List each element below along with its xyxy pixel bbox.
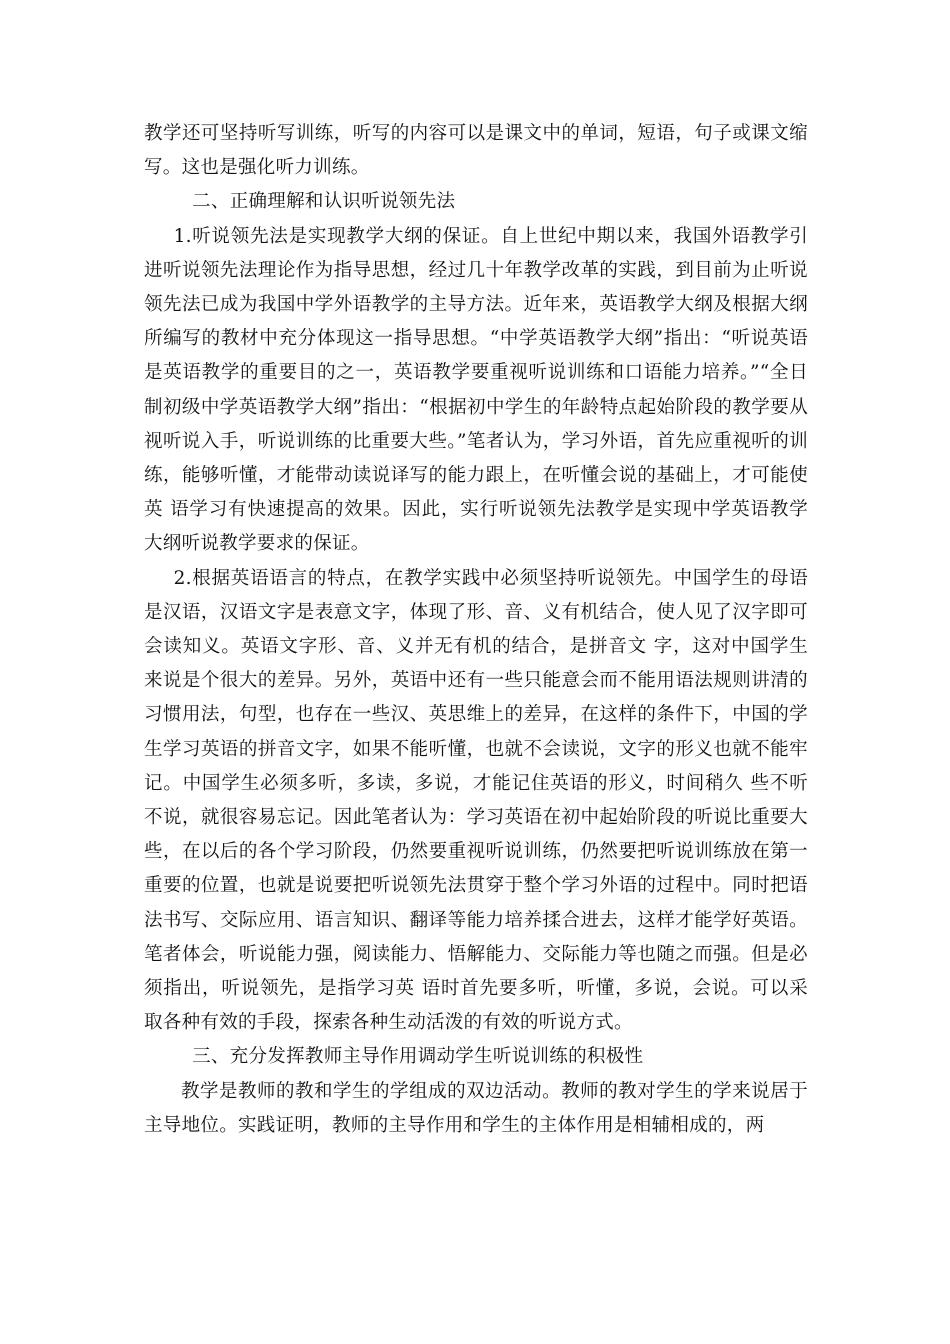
document-body bbox=[144, 117, 808, 1143]
paragraph-point-1: 1.听说领先法是实现教学大纲的保证。自上世纪中期以来，我国外语教学引进听说领先法理论作为指导思想，经过几十年教学改革的实践，到目前为止听说领先法已成为我国中学外语教学的主导方法。近年来，英语教学大纲及根据大纲所编写的教材中充分体现这一指导思想。“中学英语教学大纲”指出：“听说英语是英语教学的重要目的之一，英语教学要重视听说训练和口语能力培养。”“全日制初级中学英语教学大纲”指出：“根据初中学生的年龄特点起始阶段的教学要从视听说入手，听说训练的比重要大些。”笔者认为，学习外语，首先应重视听的训练，能够听懂，才能带动读说译写的能力跟上，在听懂会说的基础上，才可能使英 语学习有快速提高的效果。因此，实行听说领先法教学是实现中学英语教学大纲听说教学要求的保证。 bbox=[144, 225, 808, 555]
paragraph-point-2: 2.根据英语语言的特点，在教学实践中必须坚持听说领先。中国学生的母语是汉语，汉语文字是表意文字，体现了形、音、义有机结合，使人见了汉字即可会读知义。英语文字形、音、义并无有机的结合，是拼音文 字，这对中国学生来说是个很大的差异。另外，英语中还有一些只能意会而不能用语法规则讲清的习惯用法，句型，也存在一些汉、英思维上的差异，在这样的条件下，中国的学生学习英语的拼音文字，如果不能听懂，也就不会读说，文字的形义也就不能牢记。中国学生必须多听，多读，多说，才能记住英语的形义，时间稍久 些不听不说，就很容易忘记。因此笔者认为：学习英语在初中起始阶段的听说比重要大些，在以后的各个学习阶段，仍然要重视听说训练，仍然要把听说训练放在第一重要的位置，也就是说要把听说领先法贯穿于整个学习外语的过程中。同时把语法书写、交际应用、语言知识、翻译等能力培养揉合进去，这样才能学好英语。笔者体会，听说能力强，阅读能力、悟解能力、交际能力等也随之而强。但是必须指出，听说领先，是指学习英 语时首先要多听，听懂，多说，会说。可以采取各种有效的手段，探索各种生动活泼的有效的听说方式。 bbox=[144, 567, 808, 1034]
section-heading-3: 三、充分发挥教师主导作用调动学生听说训练的积极性 bbox=[192, 1046, 644, 1068]
section-heading-2: 二、正确理解和认识听说领先法 bbox=[192, 191, 456, 213]
paragraph-teacher-role: 教学是教师的教和学生的学组成的双边活动。教师的教对学生的学来说居于主导地位。实践证明，教师的主导作用和学生的主体作用是相辅相成的，两 bbox=[144, 1080, 808, 1136]
paragraph-dictation: 教学还可坚持听写训练，听写的内容可以是课文中的单词，短语，句子或课文缩写。这也是强化听力训练。 bbox=[144, 123, 808, 179]
